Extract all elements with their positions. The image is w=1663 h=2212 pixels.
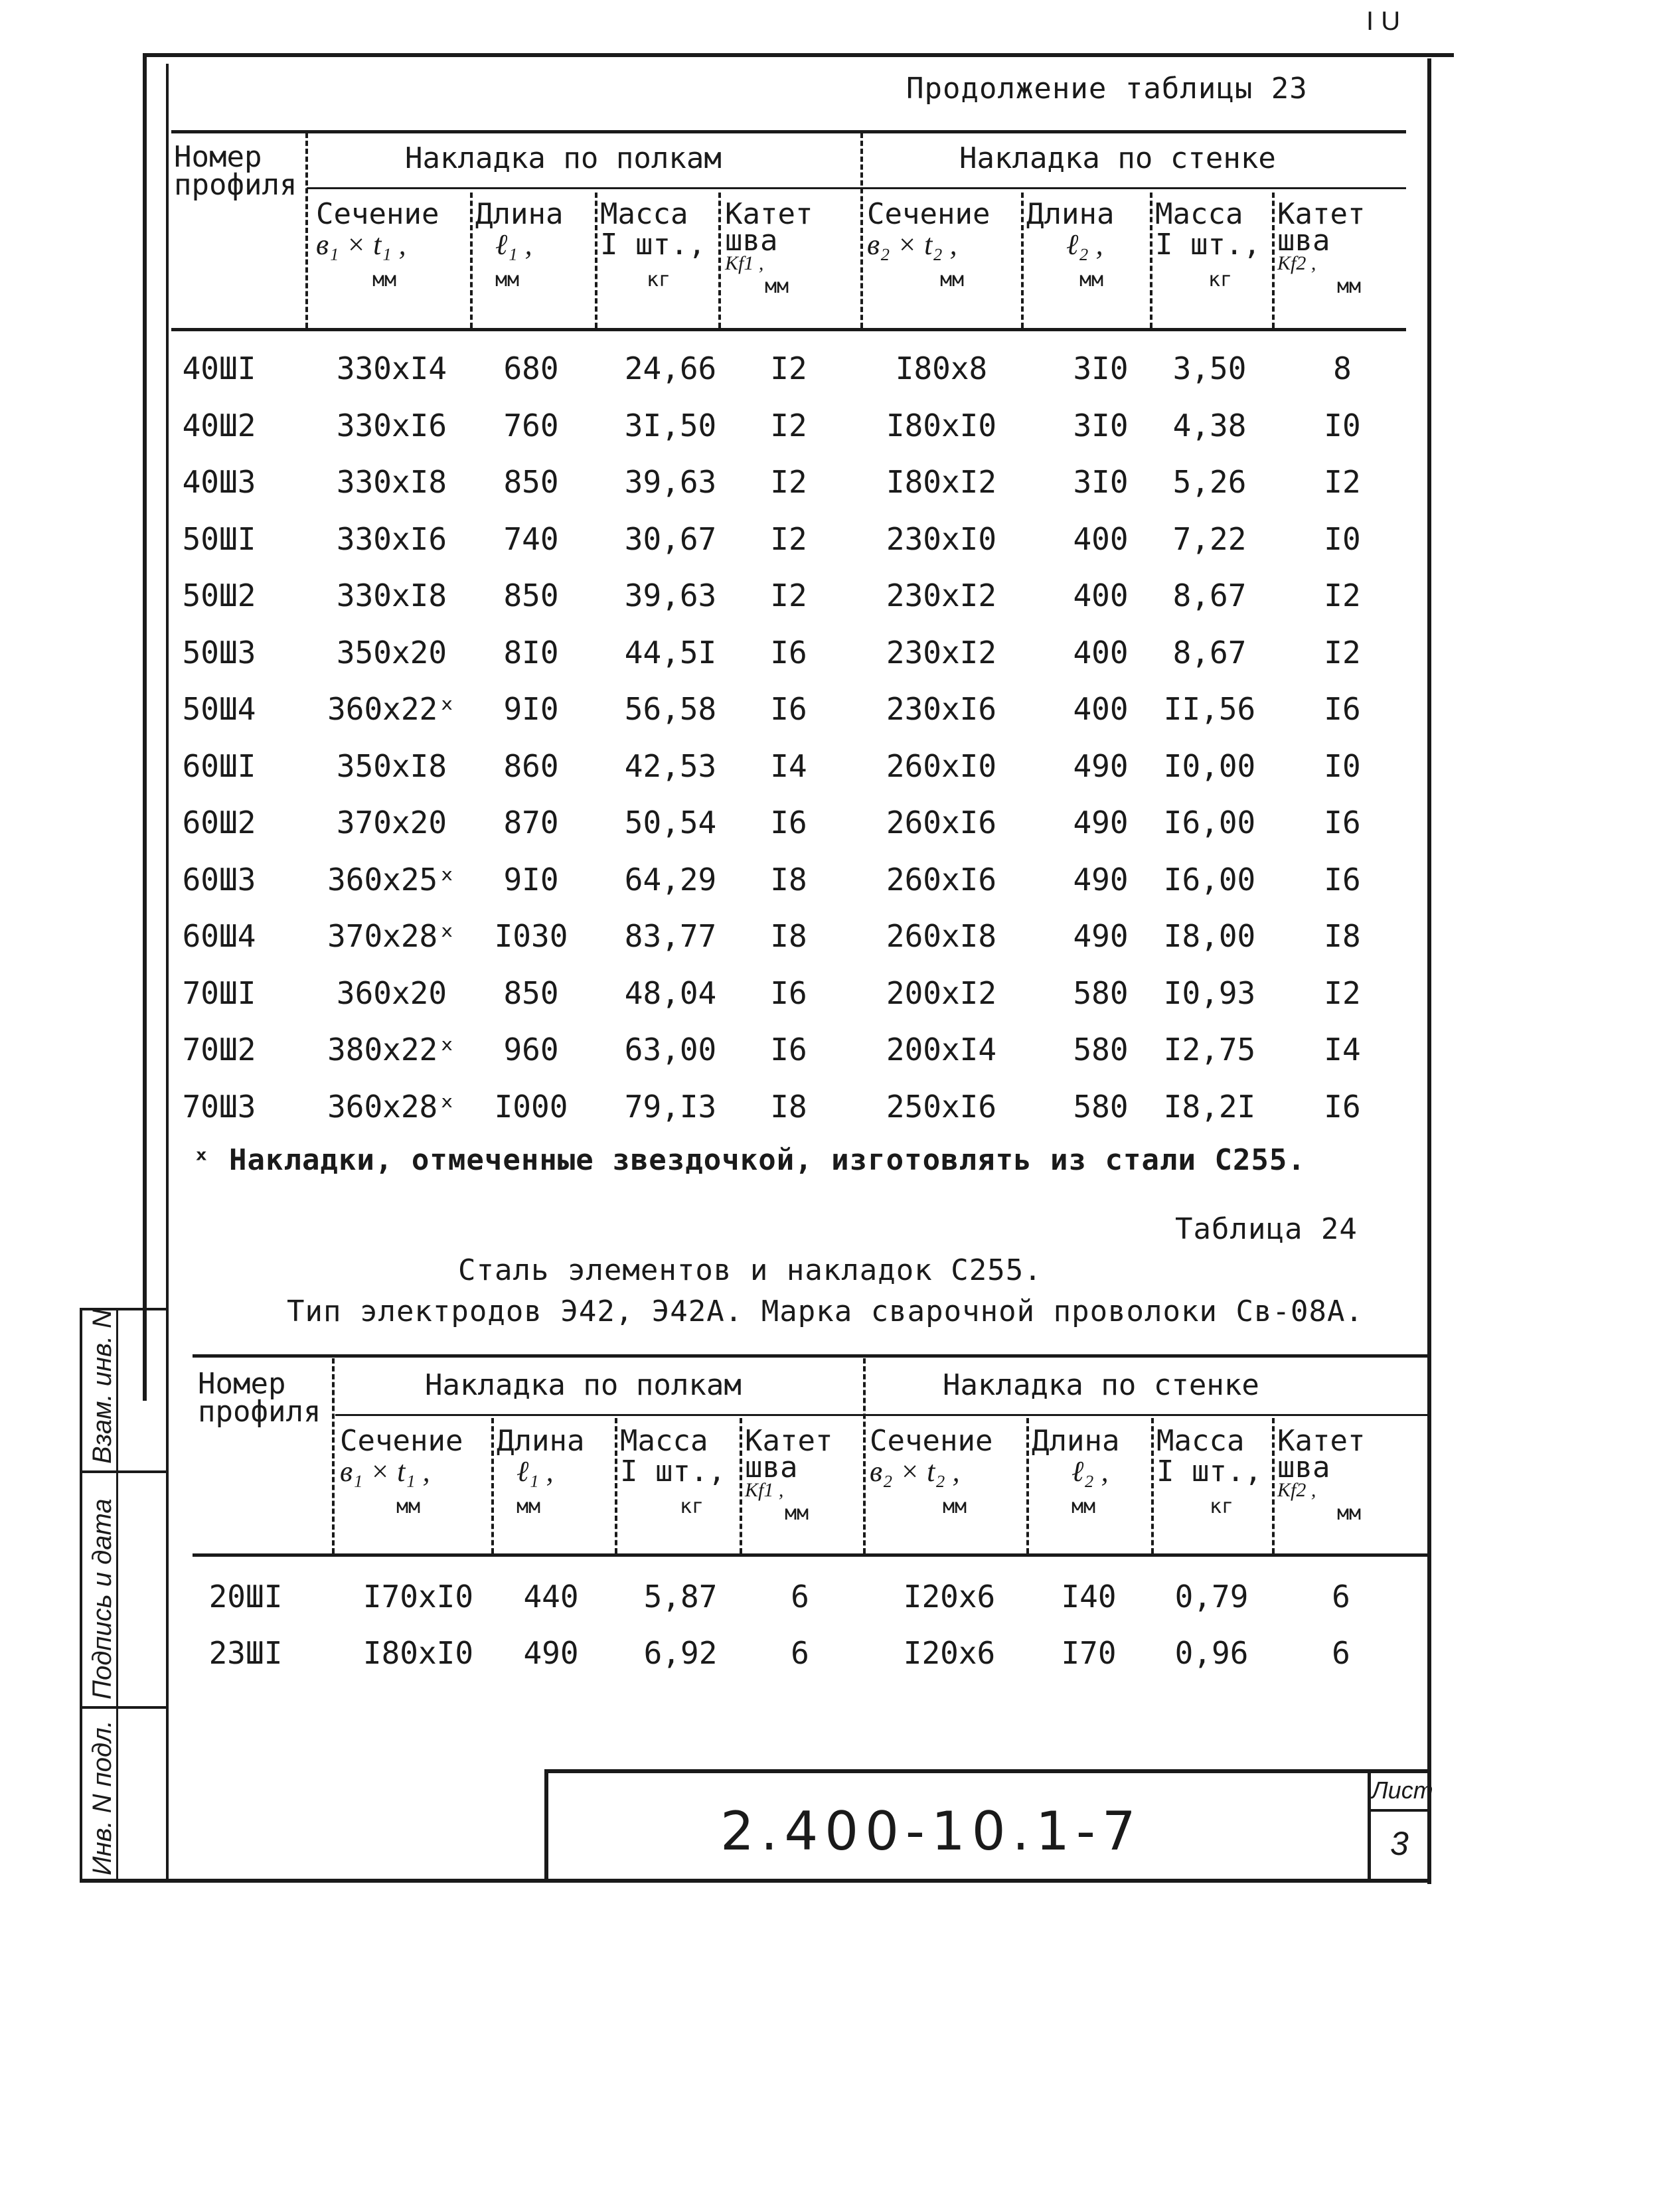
t23-cell-r9-c3: 64,29 <box>624 861 717 898</box>
t23-cell-r5-c3: 44,5I <box>624 634 717 671</box>
t23-cell-r13-c8: I6 <box>1324 1088 1361 1125</box>
t23-cell-r5-c1: 350x20 <box>336 634 447 671</box>
t24-col-profile-line2: профиля <box>198 1395 321 1429</box>
t24-cell-r1-c3: 6,92 <box>643 1635 718 1671</box>
t23-cell-r5-c5: 230xI2 <box>886 634 997 671</box>
t23-cell-r12-c1: 380x22ˣ <box>327 1032 456 1067</box>
t23-cell-r8-c2: 870 <box>503 805 559 840</box>
t23-cell-r9-c1: 360x25ˣ <box>327 861 456 898</box>
t23-cell-r10-c3: 83,77 <box>624 918 717 954</box>
t23-sub-1: Длина ℓ₁ , мм <box>475 197 564 291</box>
t24-vsep-2 <box>615 1418 617 1553</box>
t23-vsep-0 <box>305 133 308 328</box>
t23-cell-r6-c2: 9I0 <box>503 691 559 727</box>
t23-cell-r6-c0: 50Ш4 <box>182 691 256 727</box>
t23-cell-r7-c6: 490 <box>1073 748 1129 784</box>
t23-cell-r2-c6: 3I0 <box>1073 464 1129 500</box>
t23-cell-r3-c0: 50ШI <box>182 520 256 557</box>
t23-cell-r0-c5: I80x8 <box>895 351 988 386</box>
t23-col-profile-line1: Номер <box>174 140 262 174</box>
t23-cell-r5-c0: 50Ш3 <box>182 634 256 671</box>
t23-cell-r11-c4: I6 <box>770 975 807 1011</box>
t23-cell-r1-c3: 3I,50 <box>624 407 717 443</box>
t24-vsep-1 <box>491 1418 494 1553</box>
stamp-top <box>544 1769 1431 1773</box>
table24-title-1: Сталь элементов и накладок С255. <box>458 1253 1042 1287</box>
t23-cell-r2-c4: I2 <box>770 464 807 500</box>
t23-sub-6: Масса I шт., кг <box>1155 197 1261 291</box>
t23-cell-r7-c2: 860 <box>503 748 559 784</box>
t23-cell-r13-c5: 250xI6 <box>886 1088 997 1125</box>
t24-cell-r0-c6: I40 <box>1061 1579 1117 1615</box>
t23-cell-r4-c2: 850 <box>503 578 559 613</box>
stamp-sheet-divider <box>1368 1809 1431 1812</box>
t23-cell-r1-c5: I80xI0 <box>886 407 997 443</box>
t23-cell-r9-c4: I8 <box>770 861 807 898</box>
t23-cell-r7-c4: I4 <box>770 748 807 784</box>
t24-sub-2: Масса I шт., кг <box>620 1424 726 1518</box>
t24-vsep-3 <box>740 1418 742 1553</box>
t23-cell-r3-c5: 230xI0 <box>886 520 997 557</box>
t23-vsep-4 <box>860 133 863 328</box>
t23-cell-r3-c3: 30,67 <box>624 520 717 557</box>
t23-cell-r8-c3: 50,54 <box>624 805 717 840</box>
t24-cell-r1-c8: 6 <box>1332 1635 1350 1671</box>
t23-cell-r3-c1: 330xI6 <box>336 520 447 557</box>
t23-cell-r7-c0: 60ШI <box>182 748 256 784</box>
t23-cell-r6-c4: I6 <box>770 691 807 727</box>
t23-cell-r8-c1: 370x20 <box>336 805 447 840</box>
t23-cell-r1-c0: 40Ш2 <box>182 407 256 443</box>
t23-cell-r7-c3: 42,53 <box>624 748 717 784</box>
sidebar-left-edge <box>80 1308 82 1883</box>
t24-cell-r0-c1: I70xI0 <box>362 1579 474 1615</box>
t23-cell-r12-c4: I6 <box>770 1032 807 1067</box>
t23-cell-r2-c2: 850 <box>503 464 559 500</box>
t24-sub-7: Катет шва Kf2 , мм <box>1277 1424 1366 1525</box>
t24-cell-r1-c5: I20x6 <box>903 1635 996 1671</box>
t23-cell-r2-c0: 40Ш3 <box>182 464 256 500</box>
table24-caption: Таблица 24 <box>1175 1212 1358 1246</box>
corner-mark: I U <box>1366 7 1401 36</box>
t23-cell-r6-c3: 56,58 <box>624 691 717 727</box>
t23-sub-3: Катет шва Kf1 , мм <box>725 197 813 298</box>
t24-sub-4: Сечение в₂ × t₂ , мм <box>870 1424 993 1518</box>
t23-cell-r9-c7: I6,00 <box>1163 861 1256 898</box>
t23-cell-r13-c3: 79,I3 <box>624 1088 717 1125</box>
frame-left <box>143 53 147 1401</box>
t23-cell-r3-c7: 7,22 <box>1172 520 1247 557</box>
t23-cell-r1-c8: I0 <box>1324 407 1361 443</box>
t23-cell-r6-c1: 360x22ˣ <box>327 691 456 727</box>
t24-cell-r0-c5: I20x6 <box>903 1579 996 1615</box>
stamp-left <box>544 1769 548 1882</box>
t23-cell-r11-c1: 360x20 <box>336 975 447 1011</box>
t23-cell-r5-c8: I2 <box>1324 634 1361 671</box>
t24-cell-r1-c6: I70 <box>1061 1635 1117 1671</box>
t23-cell-r1-c4: I2 <box>770 407 807 443</box>
t23-group-web: Накладка по стенке <box>959 141 1276 175</box>
t23-cell-r9-c8: I6 <box>1324 861 1361 898</box>
t23-group-flange: Накладка по полкам <box>405 141 722 175</box>
t24-cell-r1-c7: 0,96 <box>1174 1635 1249 1671</box>
t23-cell-r3-c4: I2 <box>770 520 807 557</box>
t23-cell-r4-c8: I2 <box>1324 578 1361 613</box>
t24-col-profile-line1: Номер <box>198 1367 286 1401</box>
t23-top-rule <box>171 130 1406 133</box>
t23-cell-r7-c5: 260xI0 <box>886 748 997 784</box>
t23-cell-r10-c0: 60Ш4 <box>182 918 256 954</box>
t24-vsep-5 <box>1026 1418 1029 1553</box>
sidebar-divider-1 <box>80 1470 167 1473</box>
t23-cell-r13-c6: 580 <box>1073 1088 1129 1125</box>
t23-cell-r13-c7: I8,2I <box>1163 1088 1256 1125</box>
t23-cell-r0-c1: 330xI4 <box>336 351 447 386</box>
t23-cell-r12-c5: 200xI4 <box>886 1032 997 1067</box>
t23-cell-r6-c8: I6 <box>1324 691 1361 727</box>
t23-cell-r4-c6: 400 <box>1073 578 1129 613</box>
t23-cell-r6-c5: 230xI6 <box>886 691 997 727</box>
t23-cell-r0-c2: 680 <box>503 351 559 386</box>
t23-cell-r11-c0: 70ШI <box>182 975 256 1011</box>
t23-header-bottom-rule <box>171 328 1406 331</box>
t23-cell-r5-c4: I6 <box>770 634 807 671</box>
t24-sub-6: Масса I шт., кг <box>1156 1424 1262 1518</box>
t24-vsep-6 <box>1151 1418 1154 1553</box>
t23-sub-7: Катет шва Kf2 , мм <box>1277 197 1366 298</box>
t23-cell-r2-c7: 5,26 <box>1172 464 1247 500</box>
t24-header-bottom-rule <box>193 1553 1427 1557</box>
t23-cell-r8-c8: I6 <box>1324 805 1361 840</box>
t23-cell-r13-c4: I8 <box>770 1088 807 1125</box>
t23-cell-r0-c3: 24,66 <box>624 351 717 386</box>
t23-cell-r8-c7: I6,00 <box>1163 805 1256 840</box>
t24-top-rule <box>193 1354 1427 1358</box>
t23-cell-r5-c6: 400 <box>1073 634 1129 671</box>
t23-cell-r10-c6: 490 <box>1073 918 1129 954</box>
t23-vsep-5 <box>1021 193 1024 328</box>
t23-cell-r11-c5: 200xI2 <box>886 975 997 1011</box>
t23-cell-r2-c5: I80xI2 <box>886 464 997 500</box>
sheet-number: 3 <box>1390 1825 1409 1862</box>
t23-cell-r10-c4: I8 <box>770 918 807 954</box>
t23-cell-r13-c2: I000 <box>494 1088 568 1125</box>
t23-cell-r10-c1: 370x28ˣ <box>327 918 456 954</box>
t23-cell-r10-c2: I030 <box>494 918 568 954</box>
t23-cell-r10-c8: I8 <box>1324 918 1361 954</box>
sidebar-divider-2 <box>80 1706 167 1709</box>
t23-cell-r3-c2: 740 <box>503 520 559 557</box>
t23-cell-r0-c4: I2 <box>770 351 807 386</box>
t23-cell-r8-c4: I6 <box>770 805 807 840</box>
sidebar-label-replace: Взам. инв. N <box>88 1309 117 1464</box>
stamp-sheet-left <box>1368 1769 1371 1882</box>
t24-cell-r1-c2: 490 <box>523 1635 579 1671</box>
t23-cell-r0-c8: 8 <box>1333 351 1352 386</box>
t23-cell-r4-c0: 50Ш2 <box>182 578 256 613</box>
t24-cell-r1-c1: I80xI0 <box>362 1635 474 1671</box>
t23-cell-r10-c5: 260xI8 <box>886 918 997 954</box>
frame-top <box>143 53 1454 57</box>
t23-cell-r9-c2: 9I0 <box>503 861 559 898</box>
t23-vsep-3 <box>718 193 721 328</box>
t23-cell-r11-c7: I0,93 <box>1163 975 1256 1011</box>
t23-cell-r4-c7: 8,67 <box>1172 578 1247 613</box>
t23-sub-4: Сечение в₂ × t₂ , мм <box>867 197 990 291</box>
t23-cell-r9-c5: 260xI6 <box>886 861 997 898</box>
t24-sub-1: Длина ℓ₁ , мм <box>497 1424 585 1518</box>
t23-cell-r12-c8: I4 <box>1324 1032 1361 1067</box>
table23-caption: Продолжение таблицы 23 <box>906 72 1308 106</box>
t23-cell-r3-c8: I0 <box>1324 520 1361 557</box>
t23-cell-r1-c1: 330xI6 <box>336 407 447 443</box>
t23-cell-r4-c1: 330xI8 <box>336 578 447 613</box>
t24-cell-r0-c4: 6 <box>791 1579 809 1615</box>
t23-cell-r13-c0: 70Ш3 <box>182 1088 256 1125</box>
t24-cell-r0-c3: 5,87 <box>643 1579 718 1615</box>
t24-cell-r1-c4: 6 <box>791 1635 809 1671</box>
t23-cell-r12-c7: I2,75 <box>1163 1032 1256 1067</box>
t24-cell-r0-c2: 440 <box>523 1579 579 1615</box>
t23-cell-r8-c6: 490 <box>1073 805 1129 840</box>
t23-cell-r12-c3: 63,00 <box>624 1032 717 1067</box>
frame-bottom <box>80 1879 1431 1883</box>
t24-group-web: Накладка по стенке <box>943 1368 1259 1402</box>
t24-group-rule <box>335 1414 1427 1416</box>
t23-vsep-2 <box>595 193 597 328</box>
t23-cell-r12-c2: 960 <box>503 1032 559 1067</box>
t24-cell-r0-c8: 6 <box>1332 1579 1350 1615</box>
t23-cell-r0-c6: 3I0 <box>1073 351 1129 386</box>
t23-cell-r6-c7: II,56 <box>1163 691 1256 727</box>
t24-vsep-0 <box>332 1358 335 1553</box>
t23-cell-r2-c1: 330xI8 <box>336 464 447 500</box>
document-code: 2.400-10.1-7 <box>720 1800 1143 1862</box>
t23-cell-r12-c6: 580 <box>1073 1032 1129 1067</box>
t23-vsep-7 <box>1272 193 1275 328</box>
t23-group-rule <box>307 187 1406 189</box>
t23-cell-r8-c5: 260xI6 <box>886 805 997 840</box>
table23-footnote: ˣ Накладки, отмеченные звездочкой, изготовлять из стали С255. <box>193 1143 1306 1177</box>
sheet-label: Лист <box>1372 1777 1433 1804</box>
t23-cell-r4-c5: 230xI2 <box>886 578 997 613</box>
t24-group-flange: Накладка по полкам <box>425 1368 742 1402</box>
t24-cell-r0-c0: 20ШI <box>208 1579 283 1615</box>
t23-cell-r4-c4: I2 <box>770 578 807 613</box>
t23-cell-r11-c2: 850 <box>503 975 559 1011</box>
t23-cell-r11-c3: 48,04 <box>624 975 717 1011</box>
t23-cell-r1-c2: 760 <box>503 407 559 443</box>
t23-col-profile-line2: профиля <box>174 168 297 202</box>
t23-cell-r5-c7: 8,67 <box>1172 634 1247 671</box>
t24-vsep-4 <box>863 1358 866 1553</box>
t24-cell-r1-c0: 23ШI <box>208 1635 283 1671</box>
t23-cell-r1-c7: 4,38 <box>1172 407 1247 443</box>
t23-cell-r7-c1: 350xI8 <box>336 748 447 784</box>
t23-cell-r11-c8: I2 <box>1324 975 1361 1011</box>
t23-cell-r5-c2: 8I0 <box>503 634 559 671</box>
t23-cell-r1-c6: 3I0 <box>1073 407 1129 443</box>
sidebar-label-signature: Подпись и дата <box>88 1498 117 1699</box>
t23-vsep-6 <box>1150 193 1152 328</box>
t23-cell-r0-c7: 3,50 <box>1172 351 1247 386</box>
t23-cell-r6-c6: 400 <box>1073 691 1129 727</box>
t23-cell-r0-c0: 40ШI <box>182 351 256 386</box>
t24-cell-r0-c7: 0,79 <box>1174 1579 1249 1615</box>
t23-cell-r11-c6: 580 <box>1073 975 1129 1011</box>
t23-cell-r3-c6: 400 <box>1073 520 1129 557</box>
t23-cell-r7-c8: I0 <box>1324 748 1361 784</box>
t23-cell-r9-c6: 490 <box>1073 861 1129 898</box>
t23-cell-r8-c0: 60Ш2 <box>182 805 256 840</box>
t23-cell-r13-c1: 360x28ˣ <box>327 1088 456 1125</box>
t23-cell-r7-c7: I0,00 <box>1163 748 1256 784</box>
t24-sub-0: Сечение в₁ × t₁ , мм <box>340 1424 463 1518</box>
t23-cell-r4-c3: 39,63 <box>624 578 717 613</box>
t23-cell-r10-c7: I8,00 <box>1163 918 1256 954</box>
t23-cell-r2-c8: I2 <box>1324 464 1361 500</box>
t24-sub-5: Длина ℓ₂ , мм <box>1032 1424 1120 1518</box>
t23-cell-r9-c0: 60Ш3 <box>182 861 256 898</box>
t23-sub-5: Длина ℓ₂ , мм <box>1026 197 1115 291</box>
t23-vsep-1 <box>470 193 473 328</box>
t23-cell-r12-c0: 70Ш2 <box>182 1032 256 1067</box>
t24-sub-3: Катет шва Kf1 , мм <box>745 1424 833 1525</box>
sidebar-label-inventory: Инв. N подл. <box>88 1720 117 1875</box>
t23-cell-r2-c3: 39,63 <box>624 464 717 500</box>
t24-vsep-7 <box>1272 1418 1275 1553</box>
table24-title-2: Тип электродов Э42, Э42А. Марка сварочной проволоки Св-08А. <box>287 1295 1364 1328</box>
t23-sub-2: Масса I шт., кг <box>600 197 706 291</box>
t23-sub-0: Сечение в₁ × t₁ , мм <box>316 197 439 291</box>
